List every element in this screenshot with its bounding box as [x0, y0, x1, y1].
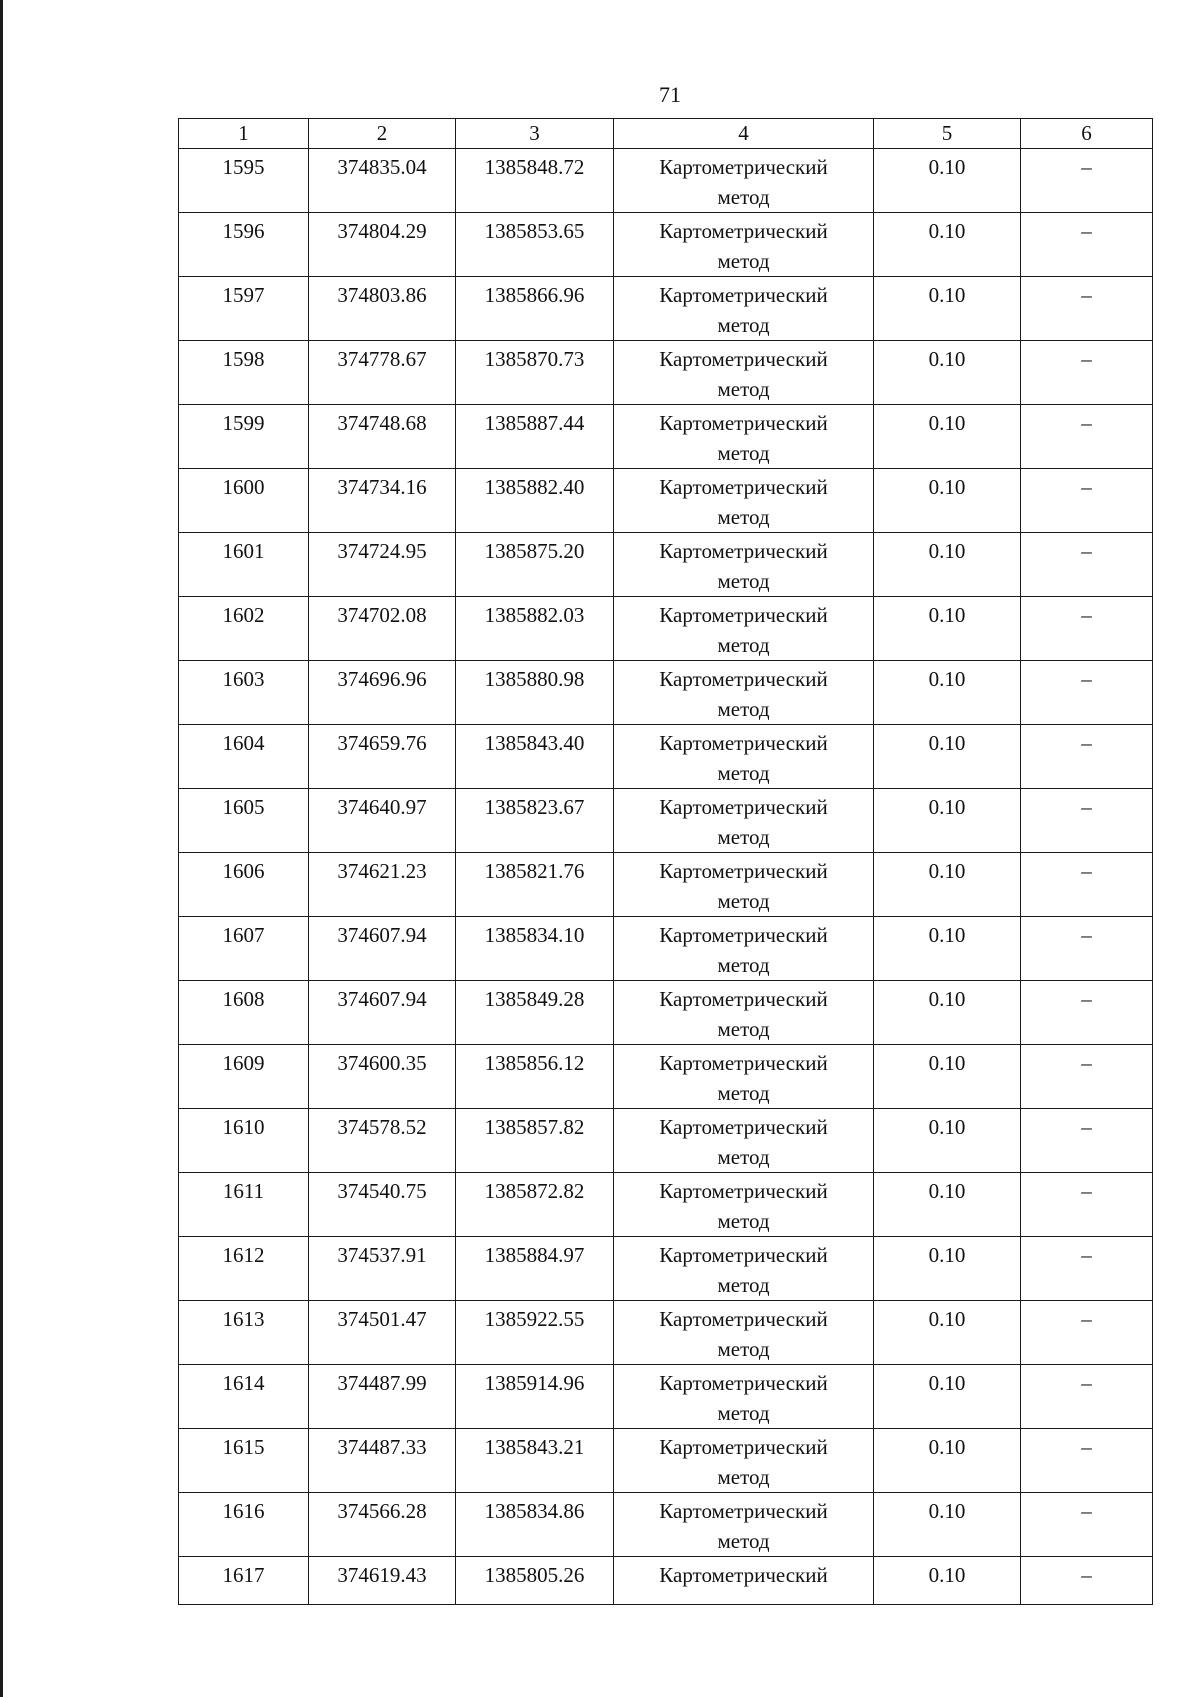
y-coordinate-cell: 1385882.40: [456, 469, 614, 533]
table-row: [179, 1493, 1153, 1557]
table-row: [179, 853, 1153, 917]
accuracy-cell: 0.10: [874, 853, 1021, 917]
method-line-2: метод: [717, 505, 770, 529]
accuracy-cell: 0.10: [874, 1493, 1021, 1557]
y-coordinate-cell: 1385823.67: [456, 789, 614, 853]
note-cell: –: [1021, 1493, 1153, 1557]
accuracy-cell: 0.10: [874, 725, 1021, 789]
table-row: [179, 213, 1153, 277]
method-cell: [614, 789, 874, 853]
method-cell: [614, 1045, 874, 1109]
method-line-2: метод: [717, 441, 770, 465]
method-line-1: Картометрический: [659, 1371, 828, 1395]
point-number-cell: 1598: [179, 341, 309, 405]
point-number-cell: 1597: [179, 277, 309, 341]
point-number-cell: 1603: [179, 661, 309, 725]
method-line-2: метод: [717, 1209, 770, 1233]
method-cell: [614, 213, 874, 277]
y-coordinate-cell: 1385872.82: [456, 1173, 614, 1237]
method-cell: [614, 917, 874, 981]
header-col-6: 6: [1021, 119, 1153, 149]
accuracy-cell: 0.10: [874, 789, 1021, 853]
accuracy-cell: 0.10: [874, 597, 1021, 661]
y-coordinate-cell: 1385887.44: [456, 405, 614, 469]
x-coordinate-cell: 374835.04: [309, 149, 456, 213]
accuracy-cell: 0.10: [874, 1045, 1021, 1109]
x-coordinate-cell: 374619.43: [309, 1557, 456, 1605]
table-row: [179, 1301, 1153, 1365]
method-line-1: Картометрический: [659, 795, 828, 819]
page-left-edge: [0, 0, 3, 1697]
point-number-cell: 1615: [179, 1429, 309, 1493]
y-coordinate-cell: 1385857.82: [456, 1109, 614, 1173]
method-line-1: Картометрический: [659, 283, 828, 307]
table-row: [179, 533, 1153, 597]
method-line-1: Картометрический: [659, 219, 828, 243]
y-coordinate-cell: 1385853.65: [456, 213, 614, 277]
y-coordinate-cell: 1385922.55: [456, 1301, 614, 1365]
table-row: [179, 341, 1153, 405]
method-line-2: метод: [717, 633, 770, 657]
x-coordinate-cell: 374501.47: [309, 1301, 456, 1365]
header-col-5: 5: [874, 119, 1021, 149]
method-line-2: метод: [717, 1017, 770, 1041]
point-number-cell: 1595: [179, 149, 309, 213]
y-coordinate-cell: 1385884.97: [456, 1237, 614, 1301]
method-line-2: метод: [717, 697, 770, 721]
method-cell: [614, 469, 874, 533]
method-line-2: метод: [717, 185, 770, 209]
x-coordinate-cell: 374600.35: [309, 1045, 456, 1109]
table-row: [179, 789, 1153, 853]
note-cell: –: [1021, 725, 1153, 789]
x-coordinate-cell: 374748.68: [309, 405, 456, 469]
point-number-cell: 1614: [179, 1365, 309, 1429]
note-cell: –: [1021, 1109, 1153, 1173]
accuracy-cell: 0.10: [874, 1173, 1021, 1237]
accuracy-cell: 0.10: [874, 533, 1021, 597]
table-row: [179, 149, 1153, 213]
method-cell: [614, 533, 874, 597]
method-line-1: Картометрический: [659, 1115, 828, 1139]
point-number-cell: 1599: [179, 405, 309, 469]
header-col-4: 4: [614, 119, 874, 149]
point-number-cell: 1609: [179, 1045, 309, 1109]
method-line-2: метод: [717, 1145, 770, 1169]
note-cell: –: [1021, 1301, 1153, 1365]
x-coordinate-cell: 374578.52: [309, 1109, 456, 1173]
point-number-cell: 1613: [179, 1301, 309, 1365]
method-cell: [614, 1365, 874, 1429]
method-cell: [614, 597, 874, 661]
point-number-cell: 1611: [179, 1173, 309, 1237]
method-line-2: метод: [717, 1529, 770, 1553]
point-number-cell: 1604: [179, 725, 309, 789]
y-coordinate-cell: 1385805.26: [456, 1557, 614, 1605]
method-line-1: Картометрический: [659, 1307, 828, 1331]
table-header: [179, 119, 1153, 149]
accuracy-cell: 0.10: [874, 981, 1021, 1045]
method-line-1: Картометрический: [659, 1243, 828, 1267]
y-coordinate-cell: 1385870.73: [456, 341, 614, 405]
method-line-2: метод: [717, 569, 770, 593]
method-cell: [614, 853, 874, 917]
table-row: [179, 469, 1153, 533]
method-line-2: метод: [717, 1337, 770, 1361]
method-line-2: метод: [717, 825, 770, 849]
method-line-1: Картометрический: [659, 1179, 828, 1203]
method-line-2: метод: [717, 1081, 770, 1105]
method-line-1: Картометрический: [659, 411, 828, 435]
table-row: [179, 917, 1153, 981]
accuracy-cell: 0.10: [874, 1429, 1021, 1493]
table-row: [179, 725, 1153, 789]
accuracy-cell: 0.10: [874, 1557, 1021, 1605]
note-cell: –: [1021, 981, 1153, 1045]
accuracy-cell: 0.10: [874, 213, 1021, 277]
method-cell: [614, 1173, 874, 1237]
x-coordinate-cell: 374724.95: [309, 533, 456, 597]
method-cell: [614, 1493, 874, 1557]
header-col-2: 2: [309, 119, 456, 149]
note-cell: –: [1021, 533, 1153, 597]
header-col-3: 3: [456, 119, 614, 149]
point-number-cell: 1606: [179, 853, 309, 917]
note-cell: –: [1021, 789, 1153, 853]
method-cell: [614, 1301, 874, 1365]
method-line-1: Картометрический: [659, 1435, 828, 1459]
note-cell: –: [1021, 1365, 1153, 1429]
x-coordinate-cell: 374778.67: [309, 341, 456, 405]
y-coordinate-cell: 1385843.21: [456, 1429, 614, 1493]
note-cell: –: [1021, 1429, 1153, 1493]
x-coordinate-cell: 374566.28: [309, 1493, 456, 1557]
x-coordinate-cell: 374537.91: [309, 1237, 456, 1301]
method-line-2: метод: [717, 761, 770, 785]
method-line-1: Картометрический: [659, 539, 828, 563]
method-cell: [614, 341, 874, 405]
method-line-2: метод: [717, 953, 770, 977]
x-coordinate-cell: 374607.94: [309, 917, 456, 981]
point-number-cell: 1616: [179, 1493, 309, 1557]
accuracy-cell: 0.10: [874, 405, 1021, 469]
method-line-2: метод: [717, 889, 770, 913]
x-coordinate-cell: 374540.75: [309, 1173, 456, 1237]
note-cell: –: [1021, 597, 1153, 661]
note-cell: –: [1021, 1557, 1153, 1605]
y-coordinate-cell: 1385843.40: [456, 725, 614, 789]
method-cell: [614, 277, 874, 341]
x-coordinate-cell: 374804.29: [309, 213, 456, 277]
coordinates-table: [178, 118, 1153, 1605]
method-line-1: Картометрический: [659, 731, 828, 755]
y-coordinate-cell: 1385848.72: [456, 149, 614, 213]
method-line-2: метод: [717, 1465, 770, 1489]
note-cell: –: [1021, 213, 1153, 277]
note-cell: –: [1021, 469, 1153, 533]
point-number-cell: 1607: [179, 917, 309, 981]
method-cell: [614, 1109, 874, 1173]
point-number-cell: 1610: [179, 1109, 309, 1173]
method-line-1: Картометрический: [659, 603, 828, 627]
x-coordinate-cell: 374487.99: [309, 1365, 456, 1429]
y-coordinate-cell: 1385856.12: [456, 1045, 614, 1109]
table-row: [179, 1557, 1153, 1605]
table-row: [179, 1173, 1153, 1237]
point-number-cell: 1600: [179, 469, 309, 533]
note-cell: –: [1021, 661, 1153, 725]
method-cell: [614, 1557, 874, 1605]
table-row: [179, 1109, 1153, 1173]
note-cell: –: [1021, 277, 1153, 341]
x-coordinate-cell: 374659.76: [309, 725, 456, 789]
accuracy-cell: 0.10: [874, 149, 1021, 213]
point-number-cell: 1617: [179, 1557, 309, 1605]
method-line-2: метод: [717, 1273, 770, 1297]
method-cell: [614, 725, 874, 789]
note-cell: –: [1021, 853, 1153, 917]
table-row: [179, 277, 1153, 341]
y-coordinate-cell: 1385834.10: [456, 917, 614, 981]
method-line-1: Картометрический: [659, 859, 828, 883]
x-coordinate-cell: 374734.16: [309, 469, 456, 533]
method-line-1: Картометрический: [659, 1563, 828, 1587]
accuracy-cell: 0.10: [874, 917, 1021, 981]
x-coordinate-cell: 374803.86: [309, 277, 456, 341]
table-row: [179, 1237, 1153, 1301]
method-cell: [614, 981, 874, 1045]
note-cell: –: [1021, 1237, 1153, 1301]
point-number-cell: 1596: [179, 213, 309, 277]
accuracy-cell: 0.10: [874, 1301, 1021, 1365]
table-row: [179, 981, 1153, 1045]
method-cell: [614, 1237, 874, 1301]
point-number-cell: 1602: [179, 597, 309, 661]
method-line-1: Картометрический: [659, 923, 828, 947]
y-coordinate-cell: 1385849.28: [456, 981, 614, 1045]
x-coordinate-cell: 374621.23: [309, 853, 456, 917]
method-line-1: Картометрический: [659, 667, 828, 691]
table-row: [179, 1045, 1153, 1109]
note-cell: –: [1021, 1045, 1153, 1109]
method-line-1: Картометрический: [659, 475, 828, 499]
method-cell: [614, 1429, 874, 1493]
method-line-2: метод: [717, 249, 770, 273]
accuracy-cell: 0.10: [874, 277, 1021, 341]
method-line-2: метод: [717, 1401, 770, 1425]
table-row: [179, 661, 1153, 725]
point-number-cell: 1605: [179, 789, 309, 853]
method-line-1: Картометрический: [659, 155, 828, 179]
note-cell: –: [1021, 405, 1153, 469]
y-coordinate-cell: 1385821.76: [456, 853, 614, 917]
table-body: [179, 149, 1153, 1605]
accuracy-cell: 0.10: [874, 1365, 1021, 1429]
method-line-2: метод: [717, 313, 770, 337]
point-number-cell: 1601: [179, 533, 309, 597]
note-cell: –: [1021, 149, 1153, 213]
method-line-1: Картометрический: [659, 347, 828, 371]
x-coordinate-cell: 374640.97: [309, 789, 456, 853]
y-coordinate-cell: 1385834.86: [456, 1493, 614, 1557]
table-row: [179, 1429, 1153, 1493]
table-row: [179, 405, 1153, 469]
accuracy-cell: 0.10: [874, 1237, 1021, 1301]
point-number-cell: 1612: [179, 1237, 309, 1301]
method-cell: [614, 149, 874, 213]
note-cell: –: [1021, 917, 1153, 981]
y-coordinate-cell: 1385875.20: [456, 533, 614, 597]
note-cell: –: [1021, 1173, 1153, 1237]
y-coordinate-cell: 1385882.03: [456, 597, 614, 661]
point-number-cell: 1608: [179, 981, 309, 1045]
x-coordinate-cell: 374487.33: [309, 1429, 456, 1493]
note-cell: –: [1021, 341, 1153, 405]
x-coordinate-cell: 374696.96: [309, 661, 456, 725]
x-coordinate-cell: 374607.94: [309, 981, 456, 1045]
page-number: 71: [659, 82, 681, 107]
method-line-1: Картометрический: [659, 1051, 828, 1075]
accuracy-cell: 0.10: [874, 469, 1021, 533]
accuracy-cell: 0.10: [874, 1109, 1021, 1173]
method-line-1: Картометрический: [659, 1499, 828, 1523]
header-row: [179, 119, 1153, 149]
x-coordinate-cell: 374702.08: [309, 597, 456, 661]
y-coordinate-cell: 1385880.98: [456, 661, 614, 725]
table-row: [179, 1365, 1153, 1429]
y-coordinate-cell: 1385866.96: [456, 277, 614, 341]
method-cell: [614, 405, 874, 469]
method-line-2: метод: [717, 377, 770, 401]
method-line-1: Картометрический: [659, 987, 828, 1011]
accuracy-cell: 0.10: [874, 661, 1021, 725]
table-row: [179, 597, 1153, 661]
method-cell: [614, 661, 874, 725]
header-col-1: 1: [179, 119, 309, 149]
accuracy-cell: 0.10: [874, 341, 1021, 405]
y-coordinate-cell: 1385914.96: [456, 1365, 614, 1429]
